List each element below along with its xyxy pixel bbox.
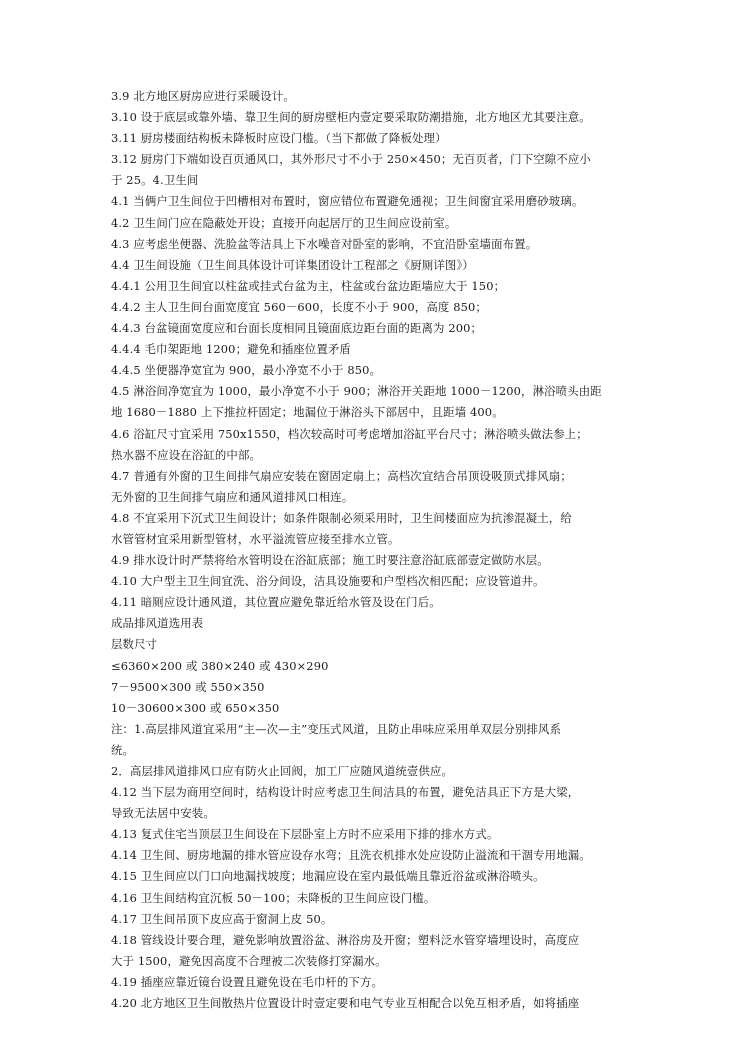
text-line: 4.4.5 坐便器净宽宜为 900，最小净宽不小于 850。: [111, 363, 382, 378]
text-line: 3.11 厨房楼面结构板未降板时应设门槛。（当下都做了降板处理）: [111, 131, 447, 146]
table-row: ≤6360×200 或 380×240 或 430×290: [111, 658, 329, 673]
text-line: 4.8 不宜采用下沉式卫生间设计；如条件限制必须采用时，卫生间楼面应为抗渗混凝土，给: [111, 510, 572, 525]
text-line: 于 25。4.卫生间: [111, 173, 199, 188]
text-line: 4.4.3 台盆镜面宽度应和台面长度相同且镜面底边距台面的距离为 200；: [111, 321, 483, 336]
text-line: 3.12 厨房门下端如设百页通风口，其外形尺寸不小于 250×450；无百页者，门下空隙不应小: [111, 152, 591, 167]
text-line: 3.10 设于底层或靠外墙、靠卫生间的厨房壁柜内壹定要采取防潮措施，北方地区尤其要注意。: [111, 110, 591, 125]
table-row: 7－9500×300 或 550×350: [111, 679, 265, 694]
text-line: 4.4.2 主人卫生间台面宽度宜 560－600，长度不小于 900，高度 850；: [111, 299, 487, 314]
text-line: 4.2 卫生间门应在隐蔽处开设；直接开向起居厅的卫生间应设前室。: [111, 215, 457, 230]
text-line: 4.4.4 毛巾架距地 1200；避免和插座位置矛盾: [111, 342, 351, 357]
text-line: 4.19 插座应靠近镜台设置且避免设在毛巾杆的下方。: [111, 974, 384, 989]
text-line: 热水器不应设在浴缸的中部。: [111, 447, 262, 462]
text-line: 4.5 淋浴间净宽宜为 1000，最小净宽不小于 900；淋浴开关距地 1000－1200，淋浴喷头由距: [111, 384, 602, 399]
text-line: 4.9 排水设计时严禁将给水管明设在浴缸底部；施工时要注意浴缸底部壹定做防水层。: [111, 553, 549, 568]
text-line: 4.3 应考虑坐便器、洗脸盆等洁具上下水噪音对卧室的影响，不宜沿卧室墙面布置。: [111, 236, 538, 251]
text-line: 导致无法居中安装。: [111, 806, 215, 821]
text-line: 4.18 管线设计要合理，避免影响放置浴盆、淋浴房及开窗；塑料泛水管穿墙埋设时，高度应: [111, 932, 580, 947]
table-header: 层数尺寸: [111, 637, 158, 652]
text-line: 4.16 卫生间结构宜沉板 50－100；未降板的卫生间应设门槛。: [111, 890, 436, 905]
table-row: 10－30600×300 或 650×350: [111, 700, 280, 715]
note-line: 注：1.高层排风道宜采用“主—次—主”变压式风道，且防止串味应采用单双层分别排风系: [111, 721, 562, 736]
text-line: 3.9 北方地区厨房应进行采暖设计。: [111, 89, 295, 103]
text-line: 4.13 复式住宅当顶层卫生间设在下层卧室上方时不应采用下排的排水方式。: [111, 827, 499, 842]
text-line: 水管管材宜采用新型管材，水平溢流管应接至排水立管。: [111, 531, 400, 546]
text-line: 4.11 暗厕应设计通风道，其位置应避免靠近给水管及设在门后。: [111, 595, 441, 610]
text-line: 无外窗的卫生间排气扇应和通风道排风口相连。: [111, 489, 354, 504]
text-line: 4.4.1 公用卫生间宜以柱盆或挂式台盆为主，柱盆或台盆边距墙应大于 150；: [111, 278, 506, 293]
text-line: 4.7 普通有外窗的卫生间排气扇应安装在窗固定扇上；高档次宜结合吊顶设吸顶式排风扇；: [111, 468, 572, 483]
text-line: 4.15 卫生间应以门口向地漏找坡度；地漏应设在室内最低端且靠近浴盆或淋浴喷头。: [111, 869, 545, 884]
text-line: 4.6 浴缸尺寸宜采用 750x1550，档次较高时可考虑增加浴缸平台尺寸；淋浴喷头做法参上；: [111, 426, 588, 441]
note-line: 统。: [111, 742, 135, 757]
text-line: 4.17 卫生间吊顶下皮应高于窗洞上皮 50。: [111, 911, 333, 926]
document-body: [111, 86, 639, 1014]
text-line: 4.10 大户型主卫生间宜洗、浴分间设，洁具设施要和户型档次相匹配；应设管道井。: [111, 574, 545, 589]
text-line: 4.12 当下层为商用空间时，结构设计时应考虑卫生间洁具的布置，避免洁具正下方是大梁，: [111, 785, 580, 800]
note-line: 2．高层排风道排风口应有防火止回阀，加工厂应随风道统壹供应。: [111, 764, 454, 778]
text-line: 4.1 当俩户卫生间位于凹槽相对布置时，窗应错位布置避免通视；卫生间窗宜采用磨砂玻璃。: [111, 194, 584, 209]
text-line: 4.14 卫生间、厨房地漏的排水管应设存水弯；且洗衣机排水处应设防止溢流和干涸专用地漏。: [111, 848, 591, 863]
text-line: 大于 1500，避免因高度不合理被二次装修打穿漏水。: [111, 953, 387, 968]
text-line: 4.20 北方地区卫生间散热片位置设计时壹定要和电气专业互相配合以免互相矛盾，如将插座: [111, 996, 580, 1011]
table-title: 成品排风道选用表: [111, 616, 204, 631]
text-line: 地 1680－1880 上下推拉杆固定；地漏位于淋浴头下部居中，且距墙 400。: [111, 405, 504, 420]
text-line: 4.4 卫生间设施（卫生间具体设计可详集团设计工程部之《厨厕详图》）: [111, 257, 474, 272]
